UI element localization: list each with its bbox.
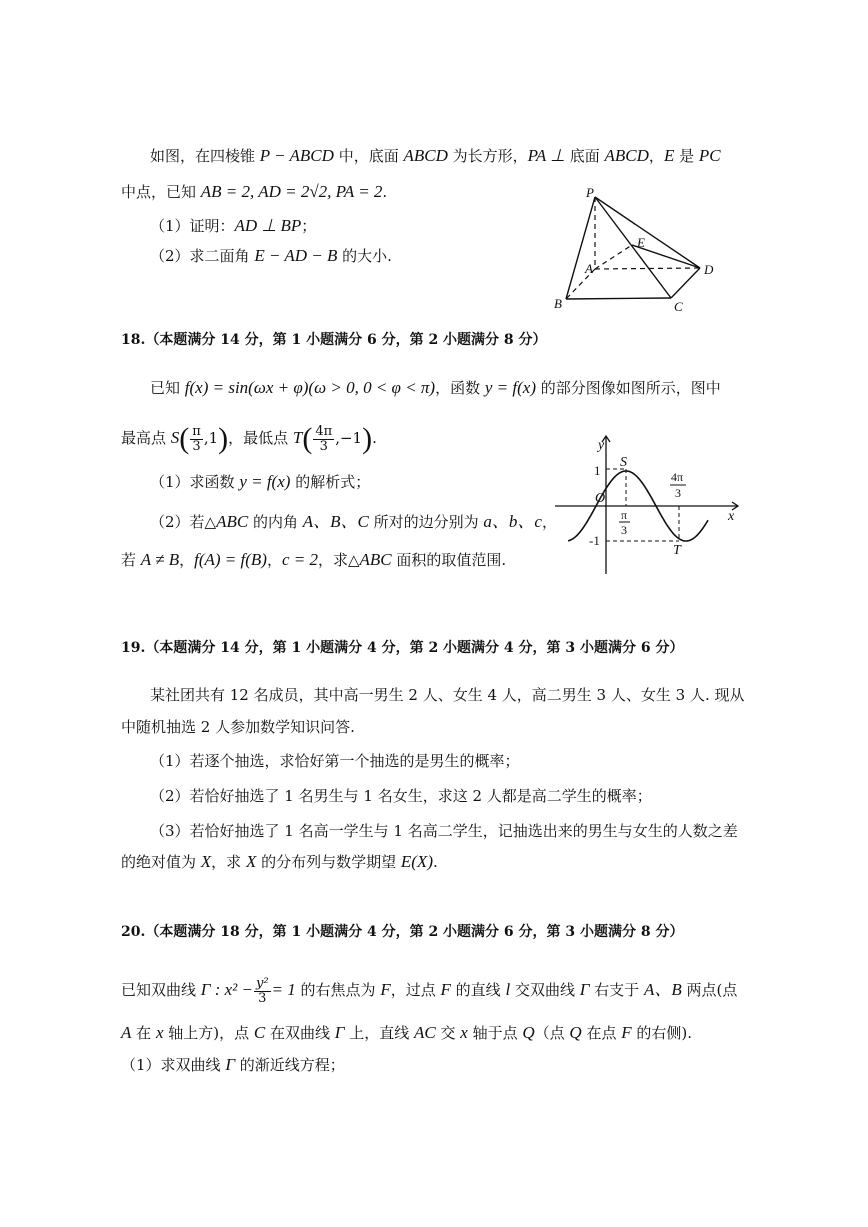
q17-part-2-expr: E − AD − B <box>254 246 338 265</box>
q18-text: ， <box>266 551 282 569</box>
q18-triangle: ABC <box>359 550 392 569</box>
q20-header: 20.（本题满分 18 分，第 1 小题满分 4 分，第 2 小题满分 6 分，第 3 小题满分 8 分） <box>121 924 684 940</box>
q18-point-s: S <box>170 428 180 447</box>
edge-pd <box>595 197 700 268</box>
q19-header: 19.（本题满分 14 分，第 1 小题满分 4 分，第 2 小题满分 4 分，第 3 小题满分 6 分） <box>121 640 684 656</box>
q18-equation: f(A) = f(B) <box>194 550 267 569</box>
q19-text: . <box>432 853 438 871</box>
q20-gamma: Γ <box>579 980 590 999</box>
q17-text: 中点，已知 <box>121 183 201 201</box>
q18-t-x-fraction <box>313 425 334 454</box>
q17-text: 的大小. <box>337 247 392 265</box>
tick-4pi3-denominator: 3 <box>675 486 681 500</box>
q20-focus: F <box>621 1023 632 1042</box>
q17-part-1 <box>150 216 316 236</box>
q20-text: 交 <box>435 1024 461 1042</box>
q18-s-x-fraction <box>190 425 203 454</box>
point-t-label: T <box>673 543 681 558</box>
q18-y-expr: y = f(x) <box>484 378 536 397</box>
label-c: C <box>674 299 683 314</box>
q18-text: ， <box>541 513 557 531</box>
q18-text: . <box>372 429 377 447</box>
q17-text: . <box>382 183 388 201</box>
q20-line-l: l <box>505 980 511 999</box>
q20-gamma: Γ <box>334 1023 345 1042</box>
q18-text: ， <box>179 551 195 569</box>
origin-label: O <box>595 491 606 506</box>
q18-condition: A ≠ B <box>140 550 180 569</box>
q17-base-expr: ABCD <box>403 146 448 165</box>
q18-side-c: c = 2 <box>281 550 318 569</box>
q20-text: （点 <box>534 1024 570 1042</box>
q19-part-3: （3）若恰好抽选了 1 名高一学生与 1 名高二学生，记抽选出来的男生与女生的人数之差 <box>150 822 738 840</box>
q17-part-1-expr: AD ⊥ BP <box>234 216 302 235</box>
q17-pyramid-figure <box>548 185 738 317</box>
q19-var-x: X <box>200 852 212 871</box>
q18-line-5 <box>121 550 506 570</box>
q17-point-e: E <box>663 146 675 165</box>
edge-bc <box>566 298 671 299</box>
q17-base-expr: ABCD <box>604 146 649 165</box>
q17-part-label: （2）求二面角 <box>150 247 255 265</box>
q20-text: 右支于 <box>589 981 644 999</box>
q18-triangle: ABC <box>216 512 249 531</box>
q19-line-2: 中随机抽选 2 人参加数学知识问答. <box>121 718 355 736</box>
q20-text: 的右侧). <box>631 1024 693 1042</box>
q17-text: 如图，在四棱锥 <box>150 147 260 165</box>
q17-part-2 <box>150 246 392 266</box>
q17-text: 为长方形， <box>447 147 528 165</box>
q20-text: 的右焦点为 <box>295 981 381 999</box>
q18-text: 所对的边分别为 <box>368 513 484 531</box>
q18-sine-graph <box>552 430 748 578</box>
q18-text: 已知 <box>150 379 185 397</box>
q17-text: ， <box>648 147 664 165</box>
q18-text: ，求△ <box>317 551 360 569</box>
point-s-label: S <box>620 455 627 470</box>
q20-text: 在双曲线 <box>265 1024 335 1042</box>
q17-part-label: （1）证明： <box>150 217 235 235</box>
edge-cd <box>671 268 700 298</box>
label-a: A <box>585 261 593 276</box>
q20-hyperbola-rhs: = 1 <box>271 980 296 999</box>
q17-text: 是 <box>674 147 699 165</box>
tick-pi3-numerator: π <box>621 508 628 522</box>
fraction-numerator: y² <box>255 975 269 991</box>
q17-text: ； <box>301 217 317 235</box>
q18-t-y: ,−1 <box>335 429 363 447</box>
q20-text: 轴上方)，点 <box>163 1024 254 1042</box>
q18-part-1-expr: y = f(x) <box>239 472 291 491</box>
q18-part-label: （1）求函数 <box>150 473 240 491</box>
x-axis-label: x <box>728 509 735 524</box>
q18-text: 若 <box>121 551 141 569</box>
q18-text: 面积的取值范围. <box>391 551 507 569</box>
q20-text: 已知双曲线 <box>121 981 201 999</box>
fraction-numerator: 4π <box>315 423 333 439</box>
q18-angles: A、B、C <box>302 512 369 531</box>
q20-text: 在点 <box>581 1024 622 1042</box>
q20-text: 两点(点 <box>681 981 738 999</box>
y-axis-label: y <box>598 438 605 453</box>
q20-points-ab: A、B <box>643 980 682 999</box>
q20-text: 上，直线 <box>344 1024 414 1042</box>
q17-line-1 <box>150 146 721 166</box>
edge-ad-hidden <box>595 268 700 269</box>
q19-expectation: E(X) <box>400 852 433 871</box>
q20-point-q: Q <box>522 1023 535 1042</box>
q18-text: ，函数 <box>435 379 485 397</box>
q17-perp-expr: PA ⊥ <box>527 146 565 165</box>
q18-text: ，最低点 <box>228 429 293 447</box>
q18-line-1 <box>150 378 721 398</box>
q18-header: 18.（本题满分 14 分，第 1 小题满分 6 分，第 2 小题满分 8 分） <box>121 332 547 348</box>
q17-segment-pc: PC <box>698 146 721 165</box>
q20-x-axis: x <box>155 1023 164 1042</box>
q20-point-a: A <box>121 1023 132 1042</box>
fraction-denominator: 3 <box>258 990 267 1006</box>
q18-part-1 <box>150 472 370 492</box>
q19-var-x: X <box>245 852 257 871</box>
q17-text: 底面 <box>564 147 605 165</box>
q18-line-2: 最高点 S( $\frac{\pi}{3}$ ,1)，最低点 T( $\frac{4\pi}{3}$ ,−1). <box>121 422 377 455</box>
q19-text: 的绝对值为 <box>121 853 201 871</box>
q20-text: ，过点 <box>390 981 441 999</box>
tick-1-label: 1 <box>594 463 601 478</box>
q18-text: 最高点 <box>121 429 171 447</box>
q19-text: 的分布列与数学期望 <box>256 853 401 871</box>
fraction-denominator: 3 <box>319 438 328 454</box>
q17-given-expr: AB = 2, AD = 2√2, PA = 2 <box>200 182 383 201</box>
q20-text: 的直线 <box>450 981 506 999</box>
q19-text: ，求 <box>211 853 246 871</box>
q20-y2-over-3 <box>254 977 271 1006</box>
label-b: B <box>554 296 562 311</box>
q18-sides: a、b、c <box>483 512 542 531</box>
q19-line-6 <box>121 852 438 872</box>
q18-s-y: ,1 <box>203 429 219 447</box>
q20-part-label: （1）求双曲线 <box>121 1056 226 1074</box>
q17-line-2 <box>121 182 387 202</box>
q18-text: 的内角 <box>248 513 303 531</box>
q20-focus: F <box>440 980 451 999</box>
q20-focus: F <box>380 980 391 999</box>
q18-function-expr: f(x) = sin(ωx + φ)(ω > 0, 0 < φ < π) <box>184 378 436 397</box>
q20-text: 交双曲线 <box>510 981 580 999</box>
label-d: D <box>704 262 714 277</box>
q20-point-c: C <box>253 1023 266 1042</box>
q19-part-1: （1）若逐个抽选，求恰好第一个抽选的是男生的概率； <box>150 752 520 770</box>
q20-text: 在 <box>131 1024 156 1042</box>
fraction-numerator: π <box>192 423 201 439</box>
q20-gamma: Γ <box>225 1055 235 1074</box>
q20-text: 的渐近线方程； <box>234 1056 345 1074</box>
label-p: P <box>586 185 594 200</box>
q20-text: 轴于点 <box>467 1024 523 1042</box>
q18-text: （2）若△ <box>150 513 217 531</box>
q20-line-1 <box>121 972 737 1008</box>
q19-line-1: 某社团共有 12 名成员，其中高一男生 2 人、女生 4 人，高二男生 3 人、女生 3 人. 现从 <box>150 686 745 704</box>
q20-part-1 <box>121 1055 345 1075</box>
segment-ae-hidden <box>595 245 632 269</box>
fraction-denominator: 3 <box>192 438 201 454</box>
q17-pyramid-expr: P − ABCD <box>259 146 334 165</box>
q20-hyperbola-lhs: Γ : x² − <box>200 980 253 999</box>
label-e: E <box>637 235 645 250</box>
q20-x-axis: x <box>460 1023 468 1042</box>
q20-line-ac: AC <box>413 1023 436 1042</box>
q20-point-q: Q <box>569 1023 582 1042</box>
tick-4pi3-numerator: 4π <box>671 470 684 484</box>
tick-pi3-denominator: 3 <box>621 523 627 537</box>
q18-text: 的部分图像如图所示，图中 <box>535 379 721 397</box>
tick-minus-1-label: -1 <box>589 533 600 548</box>
q19-part-2: （2）若恰好抽选了 1 名男生与 1 名女生，求这 2 人都是高二学生的概率； <box>150 787 652 805</box>
q20-line-2 <box>121 1023 692 1043</box>
q18-part-2 <box>150 512 557 532</box>
edge-pc <box>595 197 671 298</box>
q18-text: 的解析式； <box>290 473 371 491</box>
q18-point-t: T <box>292 428 303 447</box>
q17-text: 中，底面 <box>333 147 404 165</box>
